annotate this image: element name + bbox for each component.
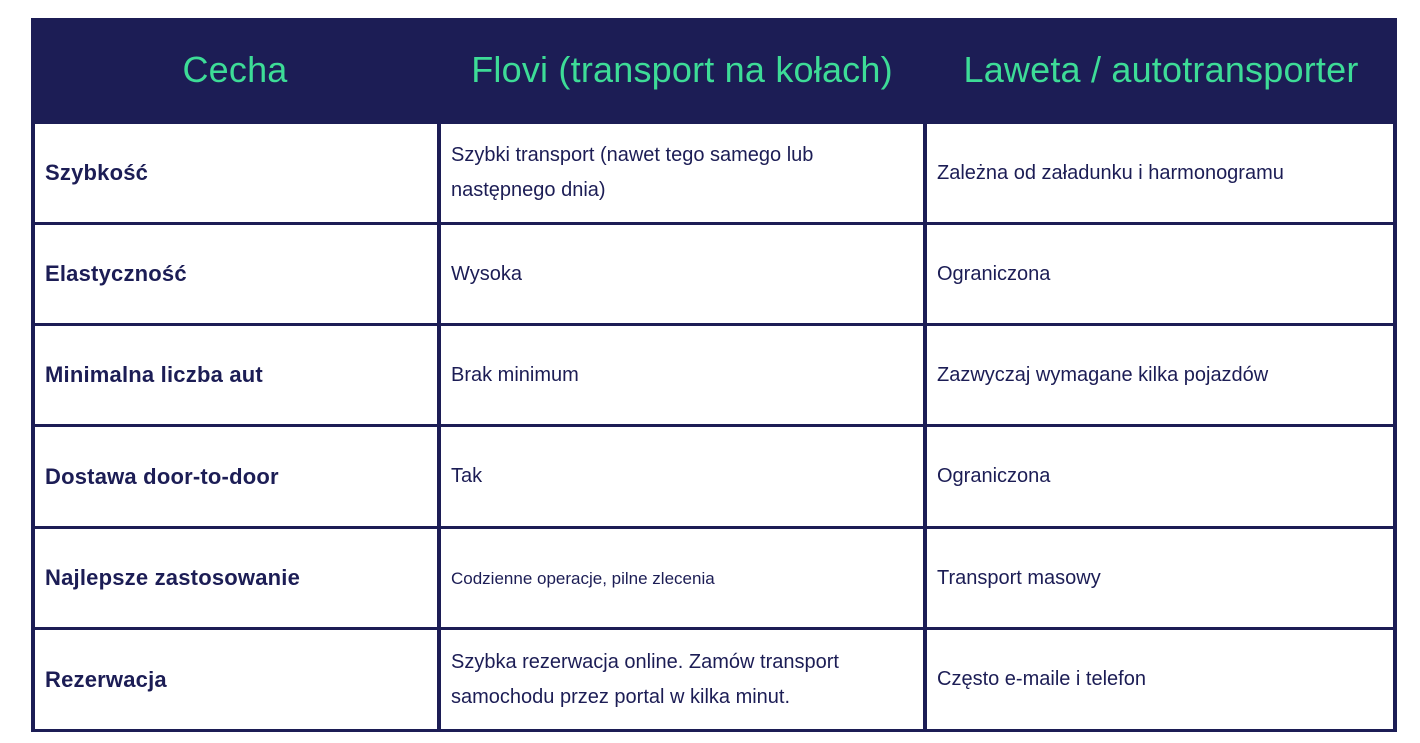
table-row-feature-cell <box>35 529 437 627</box>
table-header-row <box>31 18 1397 121</box>
laweta-value-cell <box>927 326 1393 424</box>
table-row-feature-cell <box>35 124 437 222</box>
feature-label: Minimalna liczba aut <box>45 362 263 387</box>
laweta-value-cell <box>927 630 1393 729</box>
feature-label: Dostawa door-to-door <box>45 463 279 489</box>
feature-label: Elastyczność <box>45 261 187 286</box>
flovi-value: Codzienne operacje, pilne zlecenia <box>451 568 715 588</box>
flovi-value: Wysoka <box>451 262 522 285</box>
flovi-value-cell <box>441 225 923 323</box>
table-row-feature-cell <box>35 326 437 424</box>
feature-label: Szybkość <box>45 160 149 185</box>
flovi-value: Szybka rezerwacja online. Zamów transport samochodu przez portal w kilka minut. <box>451 650 839 708</box>
flovi-value-cell <box>441 326 923 424</box>
laweta-value: Zależna od załadunku i harmonogramu <box>937 161 1284 184</box>
flovi-value: Brak minimum <box>451 363 579 386</box>
header-cell-laweta: Laweta / autotransporter <box>963 48 1359 90</box>
laweta-value-cell <box>927 529 1393 627</box>
table-row-feature-cell <box>35 630 437 729</box>
flovi-value-cell <box>441 427 923 526</box>
laweta-value-cell <box>927 427 1393 526</box>
laweta-value: Często e-maile i telefon <box>937 668 1146 690</box>
laweta-value: Zazwyczaj wymagane kilka pojazdów <box>937 363 1269 386</box>
laweta-value-cell <box>927 124 1393 222</box>
flovi-value-cell <box>441 124 923 222</box>
laweta-value: Transport masowy <box>937 566 1101 589</box>
flovi-value-cell <box>441 630 923 729</box>
table-row-feature-cell <box>35 427 437 526</box>
header-cell-feature: Cecha <box>182 48 288 90</box>
flovi-value-cell <box>441 529 923 627</box>
comparison-table <box>31 18 1397 732</box>
flovi-value: Tak <box>451 465 483 487</box>
header-cell-flovi: Flovi (transport na kołach) <box>471 48 893 90</box>
feature-label: Najlepsze zastosowanie <box>45 565 301 590</box>
laweta-value: Ograniczona <box>937 262 1051 285</box>
laweta-value: Ograniczona <box>937 465 1051 487</box>
laweta-value-cell <box>927 225 1393 323</box>
flovi-value: Szybki transport (nawet tego samego lub następnego dnia) <box>451 144 814 201</box>
feature-label: Rezerwacja <box>45 666 167 692</box>
table-row-feature-cell <box>35 225 437 323</box>
